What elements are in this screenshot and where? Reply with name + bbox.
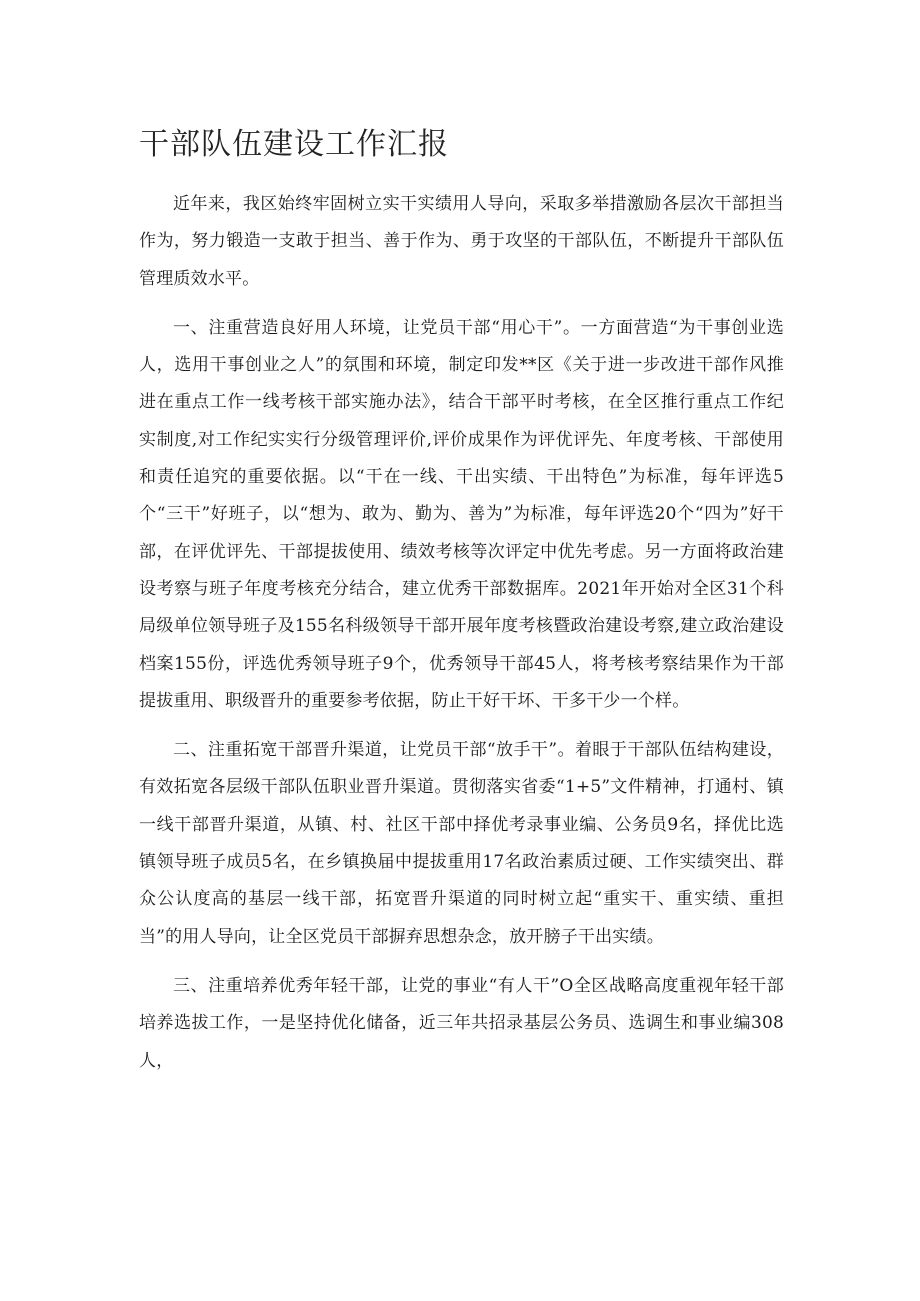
paragraph-intro: 近年来，我区始终牢固树立实干实绩用人导向，采取多举措激励各层次干部担当作为，努力锻造一支敢于担当、善于作为、勇于攻坚的干部队伍，不断提升干部队伍管理质效水平。 — [139, 194, 784, 289]
paragraph-section-3: 三、注重培养优秀年轻干部，让党的事业“有人干”O全区战略高度重视年轻干部培养选拔工作，一是坚持优化储备，近三年共招录基层公务员、选调生和事业编308人， — [139, 975, 784, 1071]
document-body — [139, 186, 784, 1092]
document-title: 干部队伍建设工作汇报 — [139, 127, 449, 162]
paragraph-section-2: 二、注重拓宽干部晋升渠道，让党员干部“放手干”。着眼于干部队伍结构建设，有效拓宽各层级干部队伍职业晋升渠道。贯彻落实省委“1+5”文件精神，打通村、镇一线干部晋升渠道，从镇、村、社区干部中择优考录事业编、公务员9名，择优比选镇领导班子成员5名，在乡镇换届中提拔重用17名政治素质过硬、工作实绩突出、群众公认度高的基层一线干部，拓宽晋升渠道的同时树立起“重实干、重实绩、重担当”的用人导向，让全区党员干部摒弃思想杂念，放开膀子干出实绩。 — [139, 740, 784, 947]
paragraph-section-1: 一、注重营造良好用人环境，让党员干部“用心干”。一方面营造“为干事创业选人，选用干事创业之人”的氛围和环境，制定印发**区《关于进一步改进干部作风推进在重点工作一线考核干部实施办法》，结合干部平时考核，在全区推行重点工作纪实制度,对工作纪实实行分级管理评价,评价成果作为评优评先、年度考核、干部使用和责任追究的重要依据。以“干在一线、干出实绩、干出特色”为标准，每年评选5个“三干”好班子，以“想为、敢为、勤为、善为”为标准，每年评选20个“四为”好干部，在评优评先、干部提拔使用、绩效考核等次评定中优先考虑。另一方面将政治建设考察与班子年度考核充分结合，建立优秀干部数据库。2021年开始对全区31个科局级单位领导班子及155名科级领导干部开展年度考核暨政治建设考察,建立政治建设档案155份，评选优秀领导班子9个，优秀领导干部45人，将考核考察结果作为干部提拔重用、职级晋升的重要参考依据，防止干好干坏、干多干少一个样。 — [139, 317, 784, 711]
